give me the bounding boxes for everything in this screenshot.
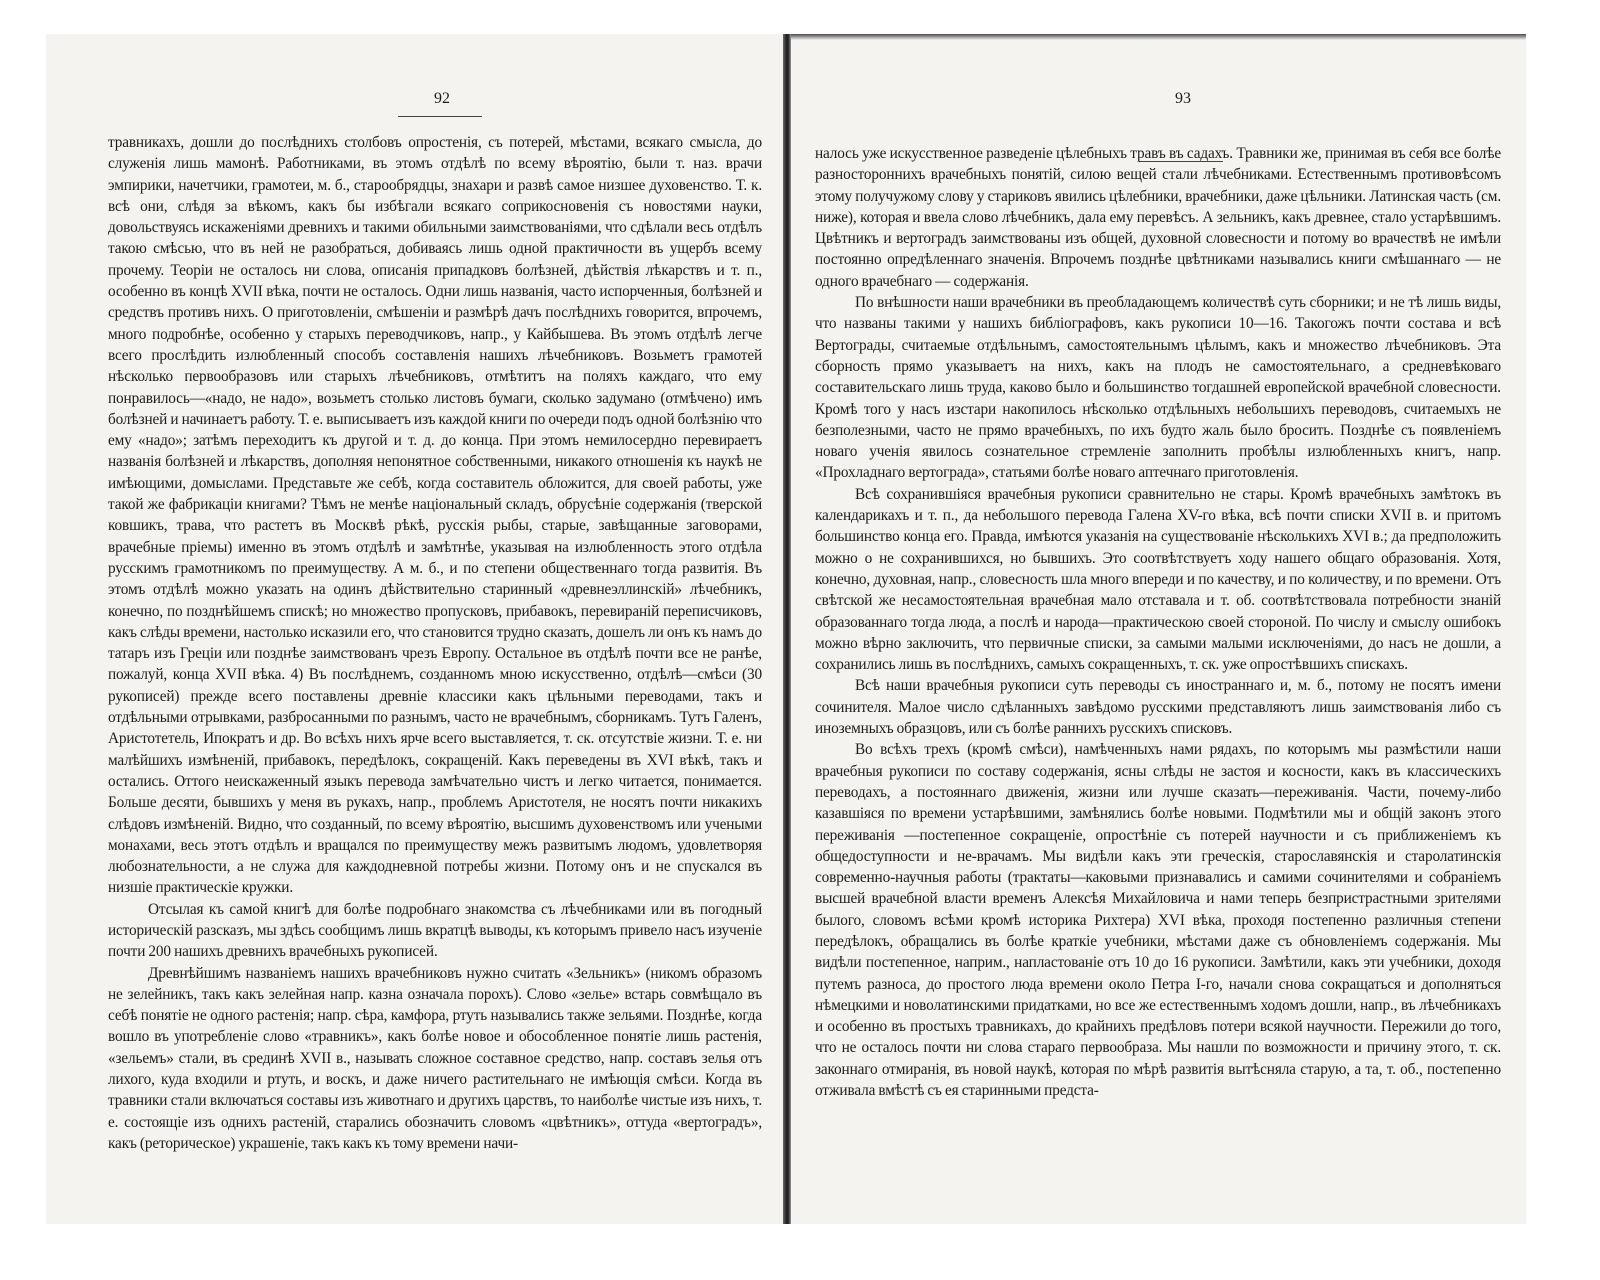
- page-edge-shadow: [791, 34, 1526, 40]
- paragraph: Отсылая къ самой книгѣ для болѣе подробнаго знакомства съ лѣчебниками или въ погодный историческій разсказъ, мы здѣсь сообщимъ лишь вкратцѣ выводы, къ которымъ привело насъ изученіе почти 200 нашихъ древнихъ врачебныхъ рукописей.: [108, 900, 762, 961]
- book-gutter: [783, 34, 791, 1224]
- right-page: [791, 34, 1526, 1224]
- paragraph: По внѣшности наши врачебники въ преобладающемъ количествѣ суть сборники; и не тѣ лишь виды, что названы такими у нашихъ библіографовъ, какъ рукописи 10—16. Такогожъ почти состава и всѣ Вертограды, считаемые отдѣльнымъ, самостоятельнымъ цѣлымъ, какъ и множество лѣчебниковъ. Эта сборность прямо указываетъ на нихъ, какъ на плодъ не самостоятельнаго, а средневѣковаго составительскаго лишь труда, каково было и большинство тогдашней европейской врачебной словесности. Кромѣ того у насъ изстари накопилось нѣсколько отдѣльныхъ небольшихъ переводовъ, считаемыхъ не безполезными, часто не прямо врачебныхъ, по ихъ будто жаль было бросить. Позднѣе съ появленіемъ новаго ученія явилось сознательное стремленіе заполнить пробѣлы излюбленныхъ книгъ, напр. «Прохладнаго вертограда», статьями болѣе новаго аптечнаго приготовленія.: [815, 294, 1501, 482]
- page-number-rule: [398, 116, 482, 117]
- left-page-text: [108, 132, 762, 1154]
- paragraph: Древнѣйшимъ названіемъ нашихъ врачебниковъ нужно считать «Зельникъ» (никомъ образомъ не зелейникъ, такъ какъ зелейная напр. казна означала порохъ). Слово «зелье» встарь совмѣщало въ себѣ понятіе не одного растенія; напр. сѣра, камфора, ртуть назывались также зельями. Позднѣе, когда вошло въ употребленіе слово «травникъ», какъ болѣе новое и обособленное понятіе лишь растенія, «зельемъ» стали, въ срединѣ XVII в., называть сложное составное средство, напр. составъ зелья отъ лихого, куда входили и ртуть, и воскъ, и даже ничего растительнаго не имѣющія смѣси. Когда въ травники стали включаться составы изъ животнаго и другихъ царствъ, то наиболѣе чистые изъ нихъ, т. е. состоящіе изъ однихъ растеній, старались обозначить словомъ «цвѣтникъ», оттуда «вертоградъ», какъ (реторическое) украшеніе, такъ какъ къ тому времени начи-: [108, 964, 762, 1152]
- right-page-text: [815, 143, 1501, 1101]
- page-number: 93: [1175, 90, 1191, 107]
- paragraph: налось уже искусственное разведеніе цѣлебныхъ травъ въ садахъ. Травники же, принимая въ себя все болѣе разностороннихъ врачебныхъ понятій, силою вещей стали лѣчебниками. Естественнымъ противовѣсомъ этому получужому слову у стариковъ явились цѣлебники, врачебники, даже цѣльники. Латинская часть (см. ниже), которая и ввела слово лѣчебникъ, дала ему перевѣсъ. А зельникъ, какъ древнее, стало устарѣвшимъ. Цвѣтникъ и вертоградъ заимствованы изъ общей, духовной словесности и потому во врачествѣ не имѣли постоянно опредѣленнаго значенія. Впрочемъ позднѣе цвѣтниками назывались книги смѣшаннаго — не одного врачебнаго — содержанія.: [815, 145, 1501, 290]
- page-number: 92: [434, 90, 450, 107]
- book-spread: [46, 34, 1526, 1224]
- paragraph: Всѣ сохранившіяся врачебныя рукописи сравнительно не стары. Кромѣ врачебныхъ замѣтокъ въ календарикахъ и т. п., да небольшого перевода Галена XV-го вѣка, всѣ почти списки XVII в. и притомъ большинство конца его. Правда, имѣются указанія на существованіе нѣсколькихъ XVI в.; да предположить можно о не сохранившихся, но бывшихъ. Это соотвѣтствуетъ ходу нашего общаго образованія. Хотя, конечно, духовная, напр., словесность шла много впереди и по качеству, и по количеству, и по времени. Отъ свѣтской же несамостоятельная врачебная мало отставала и т. об. соотвѣтствовала потребности знаній образованнаго тогда люда, а послѣ и народа—практическою своей стороной. По числу и смыслу ошибокъ можно вѣрно заключить, что первичные списки, за самыми малыми исключеніями, до насъ не дошли, а сохранились лишь въ послѣднихъ, самыхъ сокращенныхъ, т. ск. уже опростѣвшихъ спискахъ.: [815, 485, 1501, 674]
- paragraph: Во всѣхъ трехъ (кромѣ смѣси), намѣченныхъ нами рядахъ, по которымъ мы размѣстили наши врачебныя рукописи по составу содержанія, ясны слѣды не застоя и косности, какъ въ классическихъ переводахъ, а постояннаго движенія, жизни или лучше сказать—переживанія. Части, почему-либо казавшіяся по времени устарѣвшими, замѣнялись болѣе новыми. Подмѣтили мы и общій законъ этого переживанія —постепенное сокращеніе, опростѣніе съ потерей научности и съ приближеніемъ къ общедоступности и не-врачамъ. Мы видѣли какъ эти греческія, старославянскія и старолатинскія современно-научныя работы (трактаты—каковыми признавались и самими сочинителями и собраніемъ высшей врачебной власти временъ Алексѣя Михайловича и нами теперь безпристрастными зрителями былого, словомъ всѣми кромѣ историка Рихтера) XVI вѣка, проходя постепенно различныя степени передѣлокъ, обращались въ болѣе краткіе учебники, мѣстами даже съ обновленіемъ содержанія. Мы видѣли постепенное, наприм., напластованіе отъ 10 до 16 рукописи. Замѣтили, какъ эти учебники, доходя путемъ разноса, до простого люда времени около Петра I-го, начали снова сокращаться и дополняться нѣмецкими и новолатинскими придатками, но все же естественнымъ ходомъ дошли, напр., въ лѣчебникахъ и особенно въ простыхъ травникахъ, до крайнихъ предѣловъ потери всякой научности. Пережили до того, что не осталось почти ни слова стараго первообраза. Мы нашли по возможности и причину этого, т. ск. законнаго отмиранія, въ новой наукѣ, которая по мѣрѣ развитія вытѣсняла старую, а та, т. об., постепенно отживала вмѣстѣ съ ея старинными предста-: [815, 741, 1501, 1100]
- left-page: [46, 34, 783, 1224]
- paragraph: травникахъ, дошли до послѣднихъ столбовъ опростенія, съ потерей, мѣстами, всякаго смысла, до служенія лишь мамонѣ. Работниками, въ этомъ отдѣлѣ по всему вѣроятію, были т. наз. врачи эмпирики, начетчики, грамотеи, м. б., старообрядцы, знахари и развѣ самое низшее духовенство. Т. к. всѣ они, слѣдя за вѣкомъ, какъ бы избѣгали всякаго соприкосновенія съ новостями науки, довольствуясь искаженіями древнихъ и такими обильными заимствованіями, что сдѣлали весь отдѣлъ такою смѣсью, что въ ней не разобраться, добиваясь лишь одной практичности въ ущербъ всему прочему. Теоріи не осталось ни слова, описанія припадковъ болѣзней, дѣйствія лѣкарствъ и т. п., особенно въ концѣ XVII вѣка, почти не осталось. Одни лишь названія, часто испорченныя, болѣзней и средствъ противъ нихъ. О приготовленіи, смѣшеніи и размѣрѣ дачъ послѣднихъ говорится, впрочемъ, много подробнѣе, особенно у старыхъ переводчиковъ, напр., у Кайбышева. Въ этомъ отдѣлѣ легче всего прослѣдить излюбленный способъ составленія нашихъ лѣчебниковъ. Возьметъ грамотей нѣсколько первообразовъ или старыхъ лѣчебниковъ, отмѣтитъ на поляхъ каждаго, что ему понравилось—«надо, не надо», возьметъ столько листовъ бумаги, сколько задумано (отмѣчено) имъ болѣзней и начинаетъ работу. Т. е. выписываетъ изъ каждой книги по очереди подъ одной болѣзнію что ему «надо»; затѣмъ переходитъ къ другой и т. д. до конца. При этомъ немилосердно перевираетъ названія болѣзней и лѣкарствъ, дополняя непонятное собственными, никакого отношенія къ наукѣ не имѣющими, домыслами. Представьте же себѣ, когда составитель обложится, для своей работы, уже такой же фабрикаціи книгами? Тѣмъ не менѣе національный складъ, обрусѣніе содержанія (тверской ковшикъ, трава, что растетъ въ Москвѣ рѣкѣ, русскія рыбы, старые, завѣщанные заговорами, врачебные пріемы) именно въ этомъ отдѣлѣ и замѣтнѣе, указывая на излюбленность этого отдѣла русскимъ грамотникомъ по преимуществу. А м. б., и по степени общественнаго тогда развитія. Въ этомъ отдѣлѣ можно указать на одинъ дѣйствительно старинный «древнеэллинскій» лѣчебникъ, конечно, по позднѣйшемъ спискѣ; но множество пропусковъ, прибавокъ, перевираній переписчиковъ, какъ слѣды времени, настолько исказили его, что становится трудно сказать, дошелъ ли онъ къ намъ до татаръ изъ Греціи или позднѣе заимствованъ чрезъ Европу. Остальное въ отдѣлѣ почти все не ранѣе, пожалуй, конца XVII вѣка. 4) Въ послѣднемъ, созданномъ мною искусственно, отдѣлѣ—смѣси (30 рукописей) прежде всего поставлены древніе классики какъ цѣльными переводами, такъ и отдѣльными отрывками, разбросанными по разнымъ, часто не врачебнымъ, сборникамъ. Тутъ Галенъ, Аристотетель, Ипократъ и др. Во всѣхъ нихъ ярче всего выставляется, т. ск. отсутствіе жизни. Т. е. ни малѣйшихъ измѣненій, прибавокъ, передѣлокъ, сокращеній. Какъ переведены въ XVI вѣкѣ, такъ и остались. Оттого неискаженный языкъ перевода замѣчательно чистъ и легко читается, понимается. Больше десяти, бывшихъ у меня въ рукахъ, напр., проблемъ Аристотеля, не носятъ почти никакихъ слѣдовъ измѣненій. Видно, что созданный, по всему вѣроятію, высшимъ духовенствомъ или учеными монахами, весь этотъ отдѣлъ и вращался по преимуществу межъ развитымъ людомъ, удовлетворяя любознательности, а не служа для каждодневной потребы жизни. Потому онъ и не спускался въ низшіе практическіе кружки.: [108, 134, 762, 897]
- paragraph: Всѣ наши врачебныя рукописи суть переводы съ иностраннаго и, м. б., потому не посятъ имени сочинителя. Малое число сдѣланныхъ завѣдомо русскими представляютъ лишь заимствованія либо съ иноземныхъ образцовъ, или съ болѣе раннихъ русскихъ списковъ.: [815, 677, 1501, 738]
